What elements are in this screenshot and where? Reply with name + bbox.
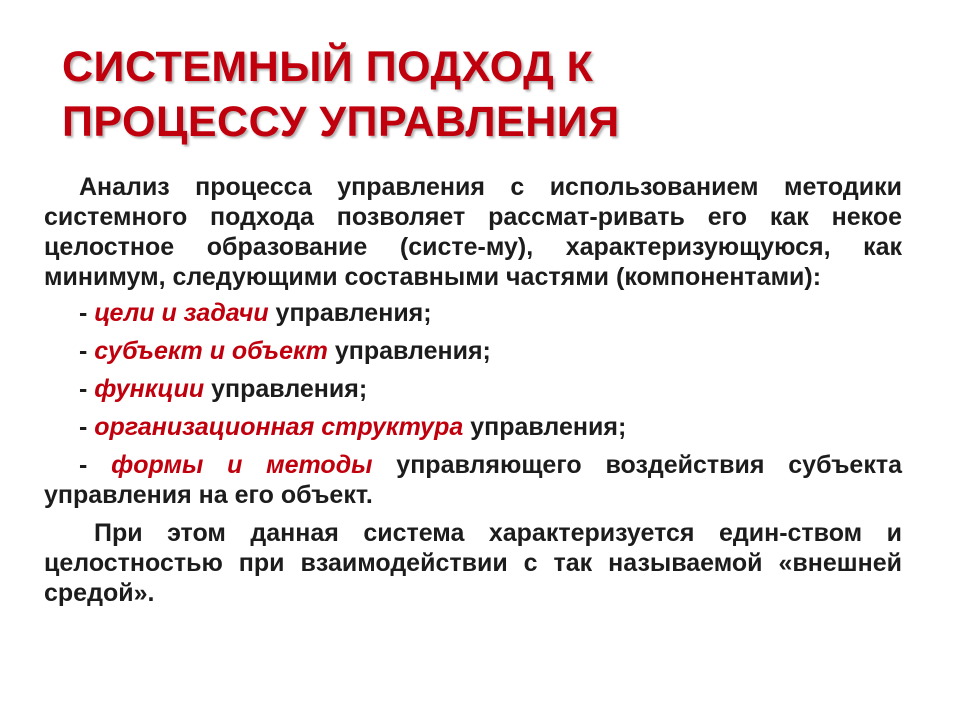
list-term: формы и методы [111, 451, 373, 479]
list-item [44, 412, 902, 442]
list-text: управления; [463, 413, 627, 441]
list-dash: - [79, 451, 112, 479]
list-text: управления; [327, 337, 491, 365]
list-item [44, 450, 902, 510]
list-dash: - [79, 413, 95, 441]
title-line-2: ПРОЦЕССУ УПРАВЛЕНИЯ [62, 98, 620, 146]
conclusion-paragraph: При этом данная система характеризуется един-ством и целостностью при взаимодействии с так называемой «внешней средой». [44, 519, 902, 607]
list-dash: - [79, 299, 95, 327]
list-term: функции [94, 375, 205, 403]
intro-paragraph: Анализ процесса управления с использованием методики системного подхода позволяет рассмат-ривать его как некое целостное образование (систе-му), характеризующуюся, как минимум, следующими составными частями (компонентами): [44, 173, 902, 291]
list-dash: - [79, 337, 95, 365]
components-list [44, 298, 902, 510]
list-term: субъект и объект [94, 337, 328, 365]
list-term: организационная структура [94, 413, 464, 441]
slide-body [44, 172, 902, 608]
slide-title [62, 40, 922, 150]
list-dash: - [79, 375, 95, 403]
list-item [44, 336, 902, 366]
list-item [44, 374, 902, 404]
list-text: управления; [268, 299, 432, 327]
title-line-1: СИСТЕМНЫЙ ПОДХОД К [62, 43, 594, 91]
list-text: управляющего воздействия субъекта управления на его объект. [44, 451, 902, 509]
list-text: управления; [204, 375, 368, 403]
list-term: цели и задачи [94, 299, 269, 327]
list-item [44, 298, 902, 328]
